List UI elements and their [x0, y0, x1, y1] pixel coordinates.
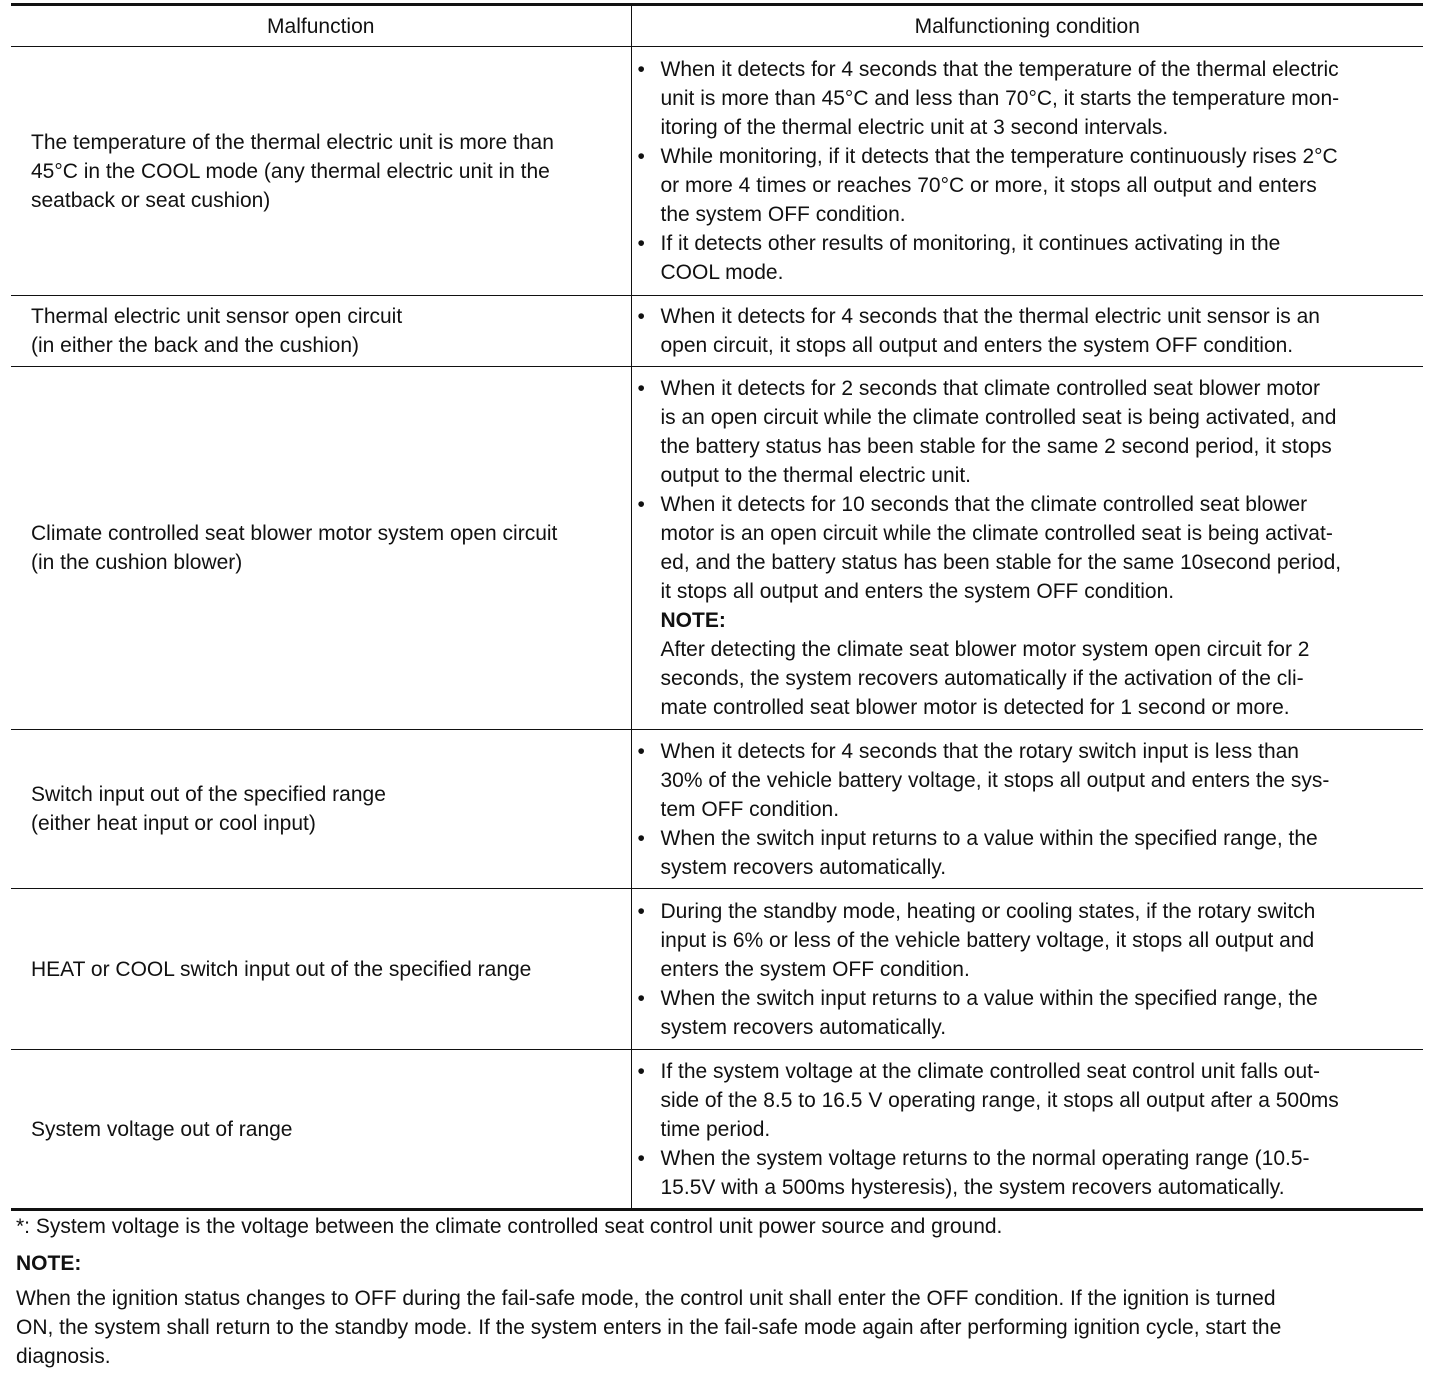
- condition-text-line: • When the switch input returns to a value within the specified range, the: [660, 986, 1318, 1010]
- condition-text-line: system recovers automatically.: [660, 855, 947, 879]
- condition-list: [632, 897, 1424, 1042]
- note-body: [16, 1284, 1426, 1371]
- header-malfunction: Malfunction: [11, 5, 631, 47]
- condition-text-line: or more 4 times or reaches 70°C or more, it stops all output and enters: [660, 174, 1317, 197]
- condition-text-line: it stops all output and enters the system OFF condition.: [660, 580, 1175, 603]
- condition-list: [632, 737, 1424, 882]
- condition-text-line: • If the system voltage at the climate controlled seat control unit falls out-: [660, 1059, 1320, 1083]
- malfunction-text-line: Climate controlled seat blower motor system open circuit: [31, 522, 558, 545]
- condition-item: [632, 737, 1424, 824]
- cell-note-line: After detecting the climate seat blower motor system open circuit for 2: [660, 638, 1310, 661]
- condition-list: [632, 55, 1424, 287]
- condition-text-line: • When it detects for 4 seconds that the thermal electric unit sensor is an: [660, 305, 1320, 328]
- table-row: [11, 889, 1423, 1050]
- condition-item: [632, 302, 1424, 360]
- table-row: [11, 730, 1423, 889]
- condition-text-line: unit is more than 45°C and less than 70°C, it starts the temperature mon-: [660, 87, 1340, 110]
- condition-text-line: the system OFF condition.: [660, 203, 906, 226]
- malfunction-cell: [11, 367, 631, 730]
- condition-item: [632, 55, 1424, 142]
- condition-text-line: tem OFF condition.: [660, 797, 840, 821]
- footnote: *: System voltage is the voltage between the climate controlled seat control unit power source and ground.: [16, 1215, 1003, 1238]
- condition-text-line: ed, and the battery status has been stable for the same 10second period,: [660, 551, 1342, 574]
- condition-item: [632, 984, 1424, 1042]
- malfunction-cell: [11, 889, 631, 1050]
- footer-notes: [16, 1212, 1426, 1371]
- condition-item: [632, 824, 1424, 882]
- condition-text-line: is an open circuit while the climate controlled seat is being activated, and: [660, 406, 1337, 429]
- malfunction-text-line: Switch input out of the specified range: [31, 783, 386, 806]
- condition-text-line: COOL mode.: [660, 261, 784, 284]
- malfunction-text-line: (either heat input or cool input): [31, 812, 316, 835]
- condition-text-line: 30% of the vehicle battery voltage, it stops all output and enters the sys-: [660, 768, 1330, 792]
- cell-note-line: mate controlled seat blower motor is detected for 1 second or more.: [660, 696, 1290, 719]
- condition-text-line: system recovers automatically.: [660, 1015, 947, 1039]
- condition-item: [632, 374, 1424, 490]
- condition-text-line: • While monitoring, if it detects that the temperature continuously rises 2°C: [660, 145, 1338, 168]
- condition-item: [632, 142, 1424, 229]
- condition-text-line: itoring of the thermal electric unit at 3 second intervals.: [660, 116, 1169, 139]
- malfunction-text-line: HEAT or COOL switch input out of the specified range: [31, 957, 532, 981]
- condition-text-line: the battery status has been stable for the same 2 second period, it stops: [660, 435, 1332, 458]
- condition-text-line: side of the 8.5 to 16.5 V operating range, it stops all output after a 500ms: [660, 1088, 1339, 1112]
- condition-text-line: • When it detects for 10 seconds that the climate controlled seat blower: [660, 493, 1308, 516]
- table-header-row: [11, 5, 1423, 47]
- condition-text-line: • When it detects for 4 seconds that the rotary switch input is less than: [660, 739, 1299, 763]
- table-row: [11, 47, 1423, 296]
- condition-text-line: • When the system voltage returns to the normal operating range (10.5-: [660, 1146, 1310, 1170]
- cell-note: [632, 606, 1424, 722]
- condition-cell: [631, 47, 1423, 296]
- condition-cell: [631, 296, 1423, 367]
- malfunction-text-line: Thermal electric unit sensor open circuit: [31, 305, 403, 328]
- note-line: When the ignition status changes to OFF during the fail-safe mode, the control unit shall enter the OFF condition. If the ignition is turned: [16, 1287, 1276, 1310]
- malfunction-cell: [11, 730, 631, 889]
- malfunction-text-line: (in either the back and the cushion): [31, 334, 360, 357]
- table-row: [11, 296, 1423, 367]
- malfunction-text-line: (in the cushion blower): [31, 551, 243, 574]
- condition-list: [632, 374, 1424, 606]
- condition-text-line: • When it detects for 2 seconds that climate controlled seat blower motor: [660, 377, 1320, 400]
- condition-cell: [631, 367, 1423, 730]
- malfunction-text-line: System voltage out of range: [31, 1117, 293, 1141]
- condition-list: [632, 1057, 1424, 1202]
- cell-note-label: NOTE:: [660, 609, 726, 632]
- cell-note-line: seconds, the system recovers automatically if the activation of the cli-: [660, 667, 1304, 690]
- condition-text-line: • If it detects other results of monitoring, it continues activating in the: [660, 232, 1281, 255]
- condition-text-line: • When the switch input returns to a value within the specified range, the: [660, 826, 1318, 850]
- table-row: [11, 367, 1423, 730]
- condition-text-line: input is 6% or less of the vehicle battery voltage, it stops all output and: [660, 928, 1315, 952]
- table-body: [11, 47, 1423, 1210]
- malfunction-cell: [11, 296, 631, 367]
- condition-cell: [631, 730, 1423, 889]
- note-label: NOTE:: [16, 1252, 82, 1275]
- condition-text-line: open circuit, it stops all output and enters the system OFF condition.: [660, 334, 1294, 357]
- malfunction-cell: [11, 47, 631, 296]
- condition-text-line: • When it detects for 4 seconds that the temperature of the thermal electric: [660, 58, 1339, 81]
- header-malfunctioning-condition: Malfunctioning condition: [631, 5, 1423, 47]
- note-line: ON, the system shall return to the standby mode. If the system enters in the fail-safe mode again after performing ignition cycle, start the: [16, 1316, 1282, 1339]
- note-line: diagnosis.: [16, 1345, 111, 1368]
- table-row: [11, 1050, 1423, 1210]
- condition-item: [632, 1057, 1424, 1144]
- condition-text-line: 15.5V with a 500ms hysteresis), the system recovers automatically.: [660, 1175, 1285, 1199]
- malfunction-text-line: 45°C in the COOL mode (any thermal electric unit in the: [31, 159, 550, 183]
- malfunction-cell: [11, 1050, 631, 1210]
- condition-item: [632, 490, 1424, 606]
- condition-item: [632, 897, 1424, 984]
- malfunction-text-line: seatback or seat cushion): [31, 188, 271, 212]
- condition-cell: [631, 1050, 1423, 1210]
- condition-item: [632, 1144, 1424, 1202]
- condition-item: [632, 229, 1424, 287]
- condition-list: [632, 302, 1424, 360]
- condition-text-line: time period.: [660, 1117, 771, 1141]
- malfunction-table: [11, 3, 1423, 1211]
- condition-text-line: • During the standby mode, heating or cooling states, if the rotary switch: [660, 899, 1316, 923]
- condition-text-line: enters the system OFF condition.: [660, 957, 970, 981]
- condition-text-line: output to the thermal electric unit.: [660, 464, 971, 487]
- condition-text-line: motor is an open circuit while the climate controlled seat is being activat-: [660, 522, 1333, 545]
- malfunction-text-line: The temperature of the thermal electric unit is more than: [31, 130, 554, 154]
- condition-cell: [631, 889, 1423, 1050]
